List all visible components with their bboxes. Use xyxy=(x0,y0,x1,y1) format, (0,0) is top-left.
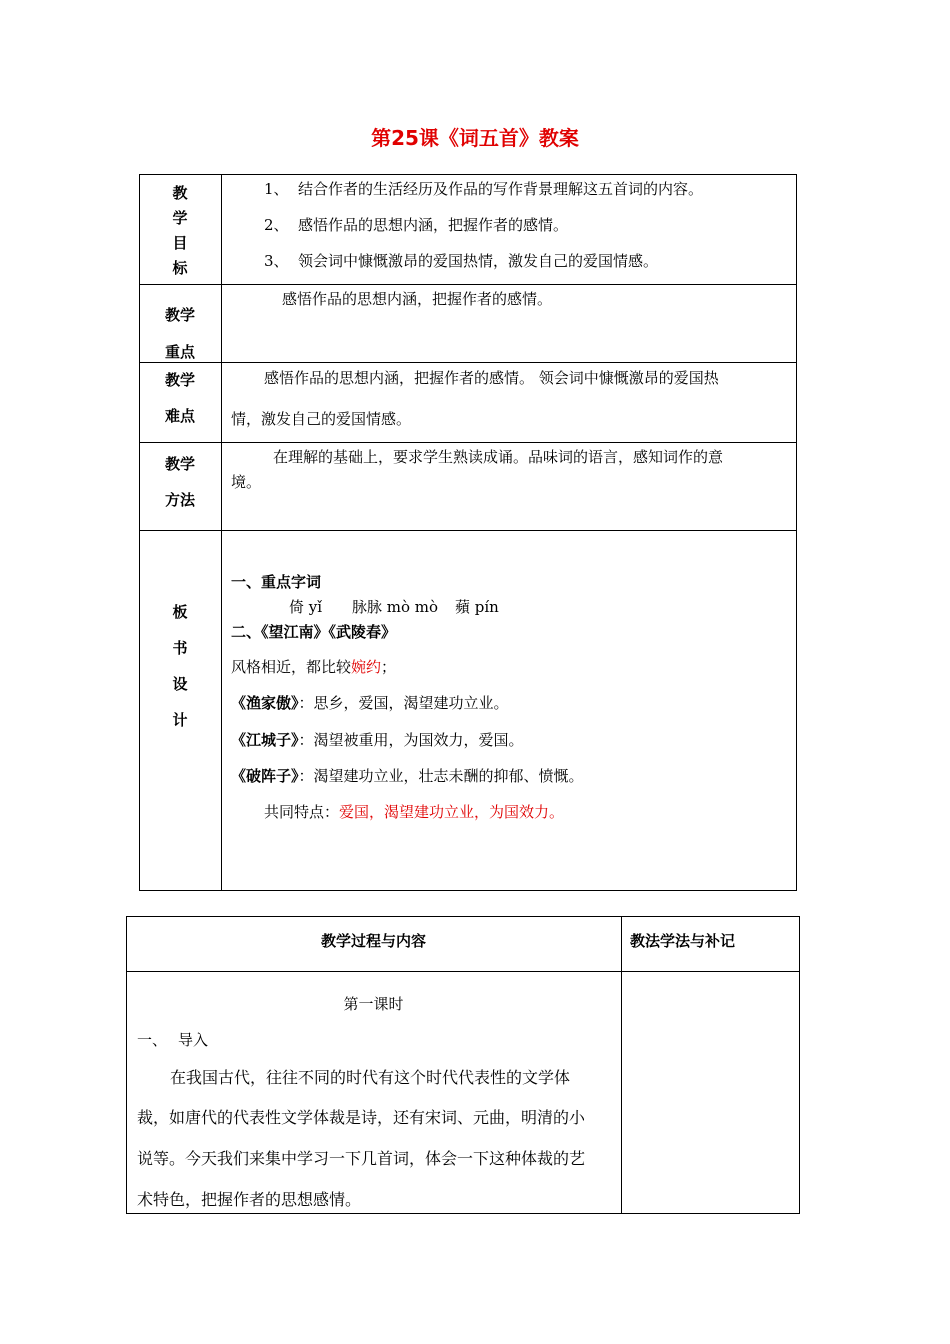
common-feature-text: 爱国，渴望建功立业，为国效力。 xyxy=(339,803,565,821)
poem-desc: ：渴望建功立业，壮志未酬的抑郁、愤慨。 xyxy=(298,767,584,785)
goal-text: 结合作者的生活经历及作品的写作背景理解这五首词的内容。 xyxy=(298,180,704,198)
style-note-suffix: ； xyxy=(381,658,397,676)
poem-desc: ：思乡，爱国，渴望建功立业。 xyxy=(298,694,509,712)
difficulty-text-line: 感悟作品的思想内涵，把握作者的感情。 领会词中慷慨激昂的爱国热 xyxy=(264,369,719,387)
goals-label-char: 标 xyxy=(172,259,188,277)
goal-number: 2、 xyxy=(264,216,289,234)
poem-summary xyxy=(231,729,524,750)
style-note xyxy=(231,656,396,677)
difficulty-text-line: 情，激发自己的爱国情感。 xyxy=(231,410,412,428)
common-feature xyxy=(264,801,564,822)
notes-column-header: 教法学法与补记 xyxy=(630,932,736,950)
intro-paragraph-line: 在我国古代，往往不同的时代有这个时代代表性的文学体 xyxy=(170,1068,571,1087)
key-word: 蘋 pín xyxy=(455,598,499,616)
section-number: 一、 xyxy=(137,1031,168,1049)
lesson-heading: 第一课时 xyxy=(343,995,404,1013)
style-keyword: 婉约 xyxy=(351,658,382,676)
page-title: 第25课《词五首》教案 xyxy=(371,126,579,150)
goal-number: 3、 xyxy=(264,252,289,270)
method-text-line: 境。 xyxy=(231,473,262,491)
goals-label-char: 目 xyxy=(172,234,188,252)
key-word: 倚 yǐ xyxy=(289,598,323,616)
goals-label-char: 学 xyxy=(172,209,188,227)
goal-number: 1、 xyxy=(264,180,289,198)
difficulty-label: 教学 xyxy=(164,371,195,389)
section-title: 导入 xyxy=(178,1031,209,1049)
focus-label: 教学 xyxy=(164,306,195,324)
difficulty-label: 难点 xyxy=(164,407,195,425)
goal-text: 领会词中慷慨激昂的爱国热情，激发自己的爱国情感。 xyxy=(298,252,659,270)
row-divider xyxy=(139,530,797,531)
poem-name: 《破阵子》 xyxy=(231,767,299,785)
focus-text: 感悟作品的思想内涵，把握作者的感情。 xyxy=(282,290,553,308)
board-label-char: 计 xyxy=(172,711,188,729)
board-label-char: 板 xyxy=(172,603,188,621)
common-feature-prefix: 共同特点： xyxy=(264,803,340,821)
board-label-char: 设 xyxy=(172,675,188,693)
row-divider xyxy=(139,362,797,363)
goal-text: 感悟作品的思想内涵，把握作者的感情。 xyxy=(298,216,569,234)
intro-paragraph-line: 裁，如唐代的代表性文学体裁是诗，还有宋词、元曲，明清的小 xyxy=(137,1108,586,1127)
poem-name: 《渔家傲》 xyxy=(231,694,299,712)
poem-name: 《江城子》 xyxy=(231,731,299,749)
board-section-heading: 一、重点字词 xyxy=(231,573,322,591)
row-divider xyxy=(139,284,797,285)
table-column-divider xyxy=(621,916,622,1214)
board-section-heading: 二、《望江南》《武陵春》 xyxy=(231,623,397,641)
style-note-prefix: 风格相近，都比较 xyxy=(231,658,352,676)
focus-label: 重点 xyxy=(164,343,195,361)
goals-label-char: 教 xyxy=(172,184,188,202)
method-label: 方法 xyxy=(164,491,195,509)
intro-paragraph-line: 术特色，把握作者的思想感情。 xyxy=(137,1190,362,1209)
process-column-header: 教学过程与内容 xyxy=(320,932,426,950)
method-label: 教学 xyxy=(164,455,195,473)
method-text-line: 在理解的基础上，要求学生熟读成诵。品味词的语言，感知词作的意 xyxy=(273,448,724,466)
intro-paragraph-line: 说等。今天我们来集中学习一下几首词，体会一下这种体裁的艺 xyxy=(137,1149,586,1168)
poem-desc: ：渴望被重用，为国效力，爱国。 xyxy=(298,731,524,749)
row-divider xyxy=(139,442,797,443)
table-column-divider xyxy=(221,174,222,891)
header-divider xyxy=(126,971,800,972)
poem-summary xyxy=(231,765,584,786)
key-word: 脉脉 mò mò xyxy=(352,598,439,616)
board-label-char: 书 xyxy=(172,639,188,657)
poem-summary xyxy=(231,692,509,713)
